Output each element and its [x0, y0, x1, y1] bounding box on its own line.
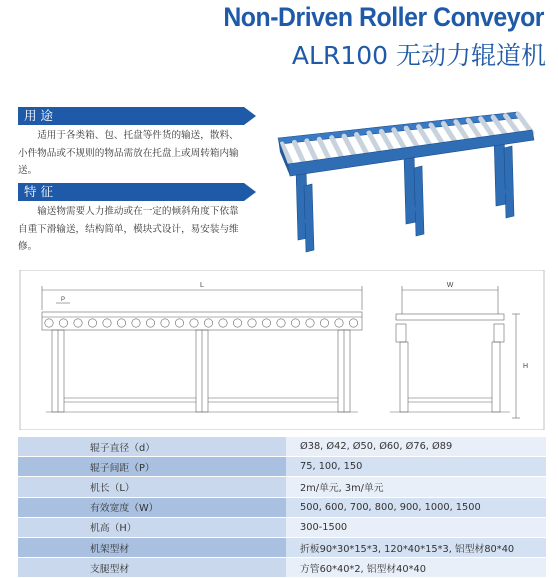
roller-section	[320, 319, 328, 327]
dim-label-w: W	[446, 282, 454, 289]
spec-row	[18, 457, 546, 477]
spec-row	[18, 477, 546, 497]
spec-value: 300-1500	[286, 517, 546, 537]
roller-section	[132, 319, 140, 327]
roller	[381, 131, 393, 152]
roller-section	[291, 319, 299, 327]
spec-value: 500, 600, 700, 800, 900, 1000, 1500	[286, 497, 546, 517]
roller-section	[248, 319, 256, 327]
spec-row	[18, 437, 546, 457]
roller-section	[175, 319, 183, 327]
dim-label-h: H	[523, 363, 529, 370]
roller-section	[349, 319, 357, 327]
roller-section	[306, 319, 314, 327]
roller-section	[262, 319, 270, 327]
roller	[344, 136, 355, 157]
spec-row	[18, 558, 546, 578]
dim-label-l: L	[200, 282, 204, 289]
roller-section	[74, 319, 82, 327]
roller	[369, 133, 380, 154]
section-usage-heading: 用 途	[18, 107, 244, 125]
roller-section	[161, 319, 169, 327]
roller	[294, 142, 304, 164]
spec-label: 有效宽度（W）	[18, 497, 286, 517]
roller-section	[219, 319, 227, 327]
spec-value: 2m/单元, 3m/单元	[286, 477, 546, 497]
section-features-heading: 特 征	[18, 183, 244, 201]
roller	[319, 139, 330, 161]
roller	[419, 127, 431, 147]
roller-section	[190, 319, 198, 327]
title-cn: ALR100 无动力辊道机	[291, 41, 546, 70]
spec-value: 方管60*40*2, 铝型材40*40	[286, 558, 546, 578]
title-en: Non-Driven Roller Conveyor	[223, 2, 544, 32]
roller	[307, 141, 317, 163]
roller	[394, 130, 406, 151]
spec-table	[18, 437, 546, 578]
roller-section	[335, 319, 343, 327]
spec-value: 75, 100, 150	[286, 457, 546, 477]
roller-section	[146, 319, 154, 327]
roller-section	[103, 319, 111, 327]
roller-section	[117, 319, 125, 327]
roller	[468, 120, 481, 140]
technical-drawing	[18, 270, 546, 430]
spec-label: 机架型材	[18, 537, 286, 557]
spec-row	[18, 497, 546, 517]
spec-label: 机高（H）	[18, 517, 286, 537]
dim-label-p: P	[60, 297, 66, 303]
roller	[332, 138, 343, 159]
roller	[443, 123, 456, 143]
section-usage-text: 适用于各类箱、包、托盘等件货的输送，散料、小件物品或不规则的物品需放在托盘上或周转箱内输送。	[18, 130, 239, 176]
roller-section	[233, 319, 241, 327]
spec-label: 辊子直径（d）	[18, 437, 286, 457]
section-features-text: 输送物需要人力推动或在一定的倾斜角度下依靠自重下滑输送，结构简单，模块式设计，易安装与维修。	[18, 206, 239, 252]
roller	[406, 128, 418, 148]
spec-row	[18, 517, 546, 537]
roller-section	[88, 319, 96, 327]
conveyor-illustration	[268, 108, 548, 256]
roller-section	[277, 319, 285, 327]
spec-value: 折板90*30*15*3, 120*40*15*3, 铝型材80*40	[286, 537, 546, 557]
roller-section	[204, 319, 212, 327]
spec-label: 支腿型材	[18, 558, 286, 578]
spec-label: 辊子间距（P）	[18, 457, 286, 477]
roller-section	[45, 319, 53, 327]
roller	[357, 135, 368, 156]
roller-section	[59, 319, 67, 327]
drawing-rollers	[45, 319, 358, 327]
spec-row	[18, 537, 546, 557]
roller	[431, 125, 444, 145]
spec-label: 机长（L）	[18, 477, 286, 497]
roller	[456, 122, 469, 142]
spec-value: Ø38, Ø42, Ø50, Ø60, Ø76, Ø89	[286, 437, 546, 457]
